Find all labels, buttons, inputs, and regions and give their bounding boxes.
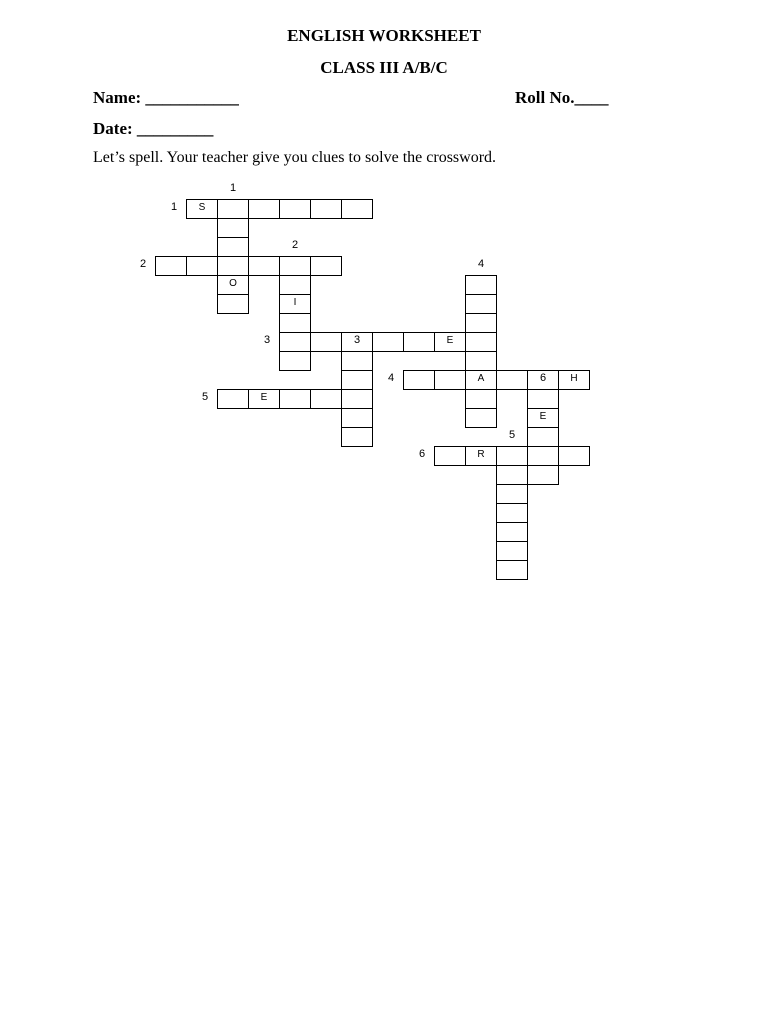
crossword-cell[interactable] (155, 256, 187, 276)
crossword-cell[interactable] (465, 294, 497, 314)
crossword-cell[interactable]: I (279, 294, 311, 314)
crossword-cell[interactable] (527, 465, 559, 485)
crossword-cell[interactable] (496, 465, 528, 485)
crossword-cell[interactable] (248, 256, 280, 276)
down-clue-number: 1 (229, 182, 237, 194)
instructions-text: Let’s spell. Your teacher give you clues to solve the crossword. (93, 149, 497, 166)
across-clue-number: 2 (139, 258, 147, 270)
crossword-cell[interactable] (465, 275, 497, 295)
crossword-cell[interactable]: E (434, 332, 466, 352)
crossword-cell[interactable]: E (248, 389, 280, 409)
crossword-cell[interactable]: R (465, 446, 497, 466)
down-clue-number: 3 (353, 334, 361, 346)
crossword-cell[interactable] (341, 389, 373, 409)
crossword-cell[interactable] (217, 218, 249, 238)
crossword-cell[interactable] (465, 332, 497, 352)
crossword-cell[interactable] (465, 389, 497, 409)
worksheet-title: ENGLISH WORKSHEET (287, 26, 481, 45)
crossword-cell[interactable] (496, 484, 528, 504)
crossword-cell[interactable] (527, 427, 559, 447)
crossword-cell[interactable] (341, 427, 373, 447)
crossword-cell[interactable] (217, 389, 249, 409)
crossword-cell[interactable] (496, 541, 528, 561)
crossword-cell[interactable] (465, 408, 497, 428)
crossword-cell[interactable] (496, 370, 528, 390)
across-clue-number: 5 (201, 391, 209, 403)
crossword-cell[interactable]: H (558, 370, 590, 390)
across-clue-number: 1 (170, 201, 178, 213)
crossword-cell[interactable] (496, 446, 528, 466)
crossword-cell[interactable] (527, 389, 559, 409)
class-line: CLASS III A/B/C (320, 58, 448, 77)
date-field: Date: _________ (93, 119, 214, 138)
crossword-cell[interactable] (279, 275, 311, 295)
crossword-cell[interactable] (279, 313, 311, 333)
roll-number-field: Roll No.____ (515, 88, 609, 107)
down-clue-number: 6 (539, 372, 547, 384)
crossword-cell[interactable] (341, 199, 373, 219)
crossword-cell[interactable] (496, 560, 528, 580)
crossword-cell[interactable] (558, 446, 590, 466)
crossword-cell[interactable]: O (217, 275, 249, 295)
crossword-cell[interactable] (310, 389, 342, 409)
crossword-cell[interactable] (372, 332, 404, 352)
crossword-cell[interactable] (496, 522, 528, 542)
crossword-cell[interactable] (217, 199, 249, 219)
down-clue-number: 2 (291, 239, 299, 251)
down-clue-number: 5 (508, 429, 516, 441)
crossword-cell[interactable] (186, 256, 218, 276)
crossword-cell[interactable] (341, 408, 373, 428)
crossword-cell[interactable] (279, 332, 311, 352)
crossword-cell[interactable] (279, 256, 311, 276)
crossword-cell[interactable] (465, 351, 497, 371)
crossword-cell[interactable]: E (527, 408, 559, 428)
crossword-cell[interactable] (217, 237, 249, 257)
across-clue-number: 4 (387, 372, 395, 384)
crossword-cell[interactable] (434, 370, 466, 390)
crossword-cell[interactable] (279, 351, 311, 371)
name-field: Name: ___________ (93, 88, 239, 107)
crossword-cell[interactable]: S (186, 199, 218, 219)
crossword-cell[interactable] (217, 256, 249, 276)
crossword-cell[interactable] (403, 332, 435, 352)
crossword-cell[interactable] (496, 503, 528, 523)
crossword-cell[interactable] (465, 313, 497, 333)
down-clue-number: 4 (477, 258, 485, 270)
crossword-cell[interactable] (341, 370, 373, 390)
crossword-cell[interactable] (527, 446, 559, 466)
across-clue-number: 3 (263, 334, 271, 346)
crossword-cell[interactable] (279, 199, 311, 219)
crossword-cell[interactable] (310, 332, 342, 352)
across-clue-number: 6 (418, 448, 426, 460)
crossword-cell[interactable] (341, 351, 373, 371)
crossword-cell[interactable] (279, 389, 311, 409)
crossword-cell[interactable] (310, 256, 342, 276)
crossword-cell[interactable] (248, 199, 280, 219)
crossword-cell[interactable] (403, 370, 435, 390)
crossword-cell[interactable] (310, 199, 342, 219)
crossword-cell[interactable] (217, 294, 249, 314)
crossword-cell[interactable] (434, 446, 466, 466)
crossword-cell[interactable]: A (465, 370, 497, 390)
